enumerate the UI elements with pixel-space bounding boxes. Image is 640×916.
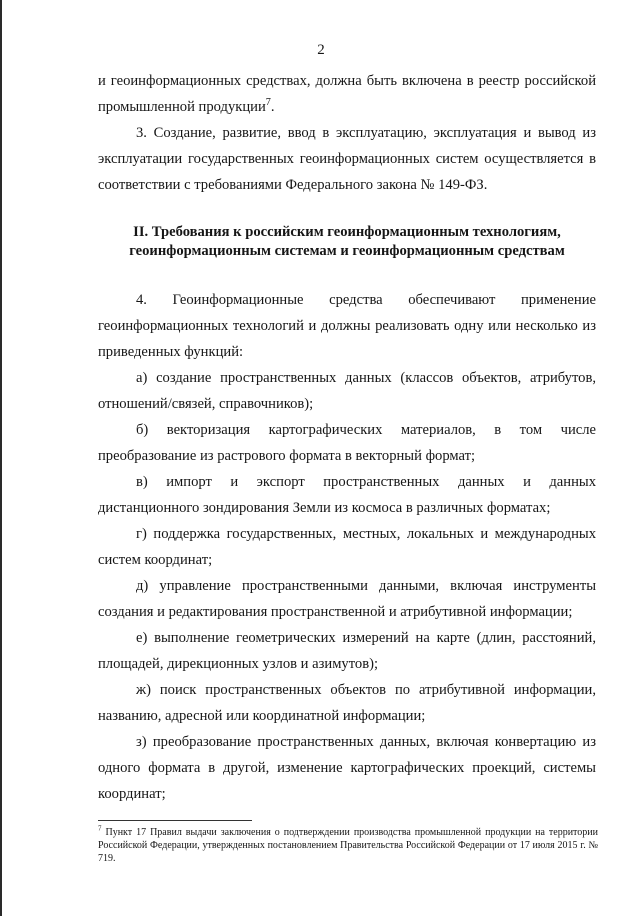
paragraph-continuation bbox=[98, 68, 596, 120]
document-body bbox=[98, 68, 596, 807]
list-item-v: в) импорт и экспорт пространственных данных и данных дистанционного зондирования Земли из космоса в различных форматах; bbox=[98, 474, 596, 516]
page-number: 2 bbox=[317, 42, 325, 58]
list-item-g: г) поддержка государственных, местных, локальных и международных систем координат; bbox=[98, 526, 596, 568]
section-heading-line-1: II. Требования к российским геоинформационным технологиям, bbox=[133, 224, 561, 240]
section-heading bbox=[98, 223, 596, 261]
footnote-text: Пункт 17 Правил выдачи заключения о подтверждении производства промышленной продукции на территории Российской Федерации, утвержденных постановлением Правительства Российской Федерации от 17 июля 2015 г. № 719. bbox=[98, 827, 598, 864]
spacer bbox=[98, 198, 596, 223]
list-item-e: е) выполнение геометрических измерений на карте (длин, расстояний, площадей, дирекционных узлов и азимутов); bbox=[98, 630, 596, 672]
footnote-divider bbox=[98, 820, 252, 821]
paragraph-4: 4. Геоинформационные средства обеспечивают применение геоинформационных технологий и должны реализовать одну или несколько из приведенных функций: bbox=[98, 292, 596, 360]
list-item-zh: ж) поиск пространственных объектов по атрибутивной информации, названию, адресной или координатной информации; bbox=[98, 682, 596, 724]
section-heading-line-2: геоинформационным системам и геоинформационным средствам bbox=[129, 243, 565, 259]
paragraph-3: 3. Создание, развитие, ввод в эксплуатацию, эксплуатация и вывод из эксплуатации государственных геоинформационных систем осуществляется в соответствии с требованиями Федерального закона № 149-ФЗ. bbox=[98, 125, 596, 193]
paragraph-continuation-text: и геоинформационных средствах, должна быть включена в реестр российской промышленной продукции bbox=[98, 73, 596, 115]
list-item-b: б) векторизация картографических материалов, в том числе преобразование из растрового формата в векторный формат; bbox=[98, 422, 596, 464]
footnote bbox=[98, 826, 598, 865]
list-item-a: а) создание пространственных данных (классов объектов, атрибутов, отношений/связей, справочников); bbox=[98, 370, 596, 412]
paragraph-continuation-end: . bbox=[270, 99, 275, 115]
list-item-d: д) управление пространственными данными, включая инструменты создания и редактирования пространственной и атрибутивной информации; bbox=[98, 578, 596, 620]
list-item-z: з) преобразование пространственных данных, включая конвертацию из одного формата в другой, изменение картографических проекций, системы координат; bbox=[98, 734, 596, 802]
footnote-reference: 7 bbox=[265, 97, 271, 109]
footnote-marker: 7 bbox=[98, 824, 102, 833]
spacer bbox=[98, 261, 596, 287]
